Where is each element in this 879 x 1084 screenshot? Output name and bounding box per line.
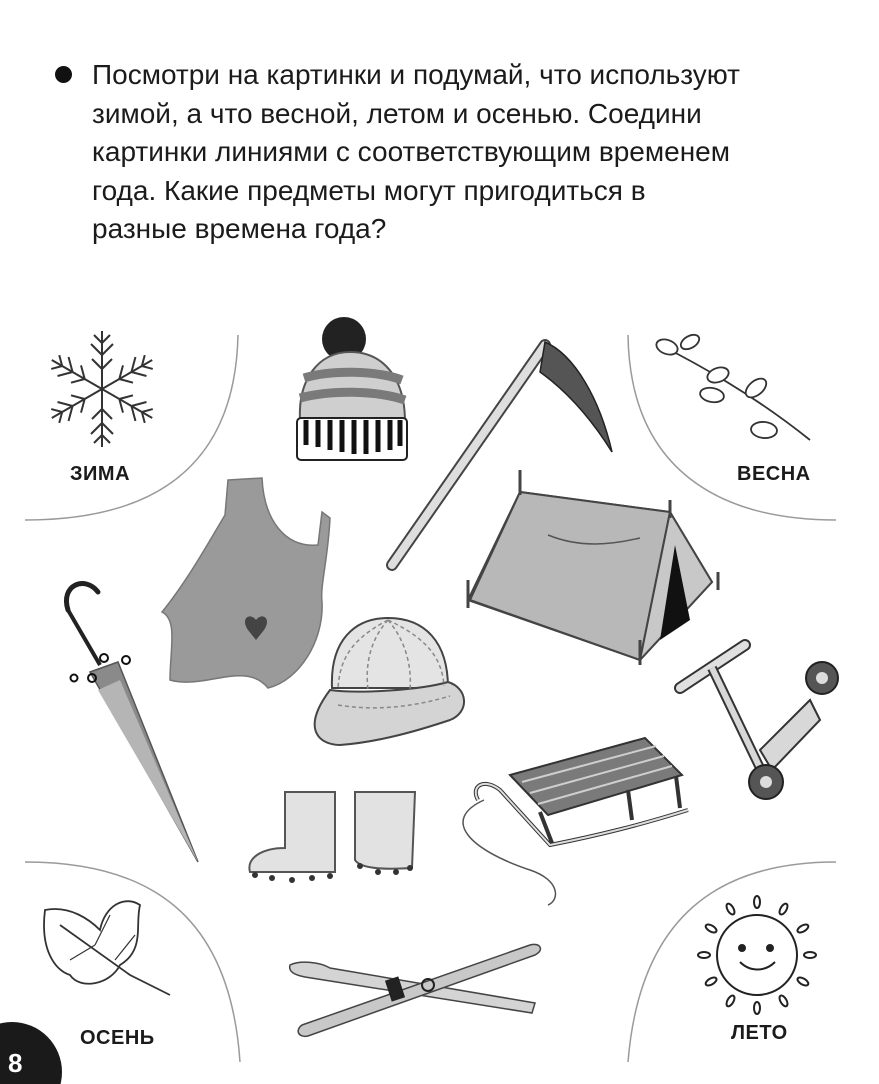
season-label-spring[interactable]: ВЕСНА	[737, 463, 811, 485]
sun-icon[interactable]	[698, 896, 816, 1014]
panama-hat-icon[interactable]	[315, 618, 464, 745]
instruction-line: картинки линиями с соответствующим временем	[92, 136, 730, 167]
swimsuit-icon[interactable]	[162, 478, 330, 688]
scooter-icon[interactable]	[680, 645, 838, 799]
season-label-summer[interactable]: ЛЕТО	[731, 1022, 788, 1044]
season-label-winter[interactable]: ЗИМА	[70, 463, 131, 485]
willow-branch-icon[interactable]	[654, 332, 810, 440]
instruction-line: зимой, а что весной, летом и осенью. Соедини	[92, 97, 702, 129]
instruction-line: разные времена года?	[92, 213, 387, 244]
instruction-line: года. Какие предметы могут пригодиться в	[92, 174, 646, 206]
skis-icon[interactable]	[290, 944, 541, 1036]
page-number: 8	[8, 1048, 23, 1078]
sled-icon[interactable]	[463, 738, 688, 905]
spring-corner-arc	[628, 335, 836, 520]
instruction-line: Посмотри на картинки и подумай, что используют	[92, 59, 740, 90]
felt-boots-icon[interactable]	[249, 792, 415, 883]
snowflake-icon[interactable]	[46, 331, 157, 447]
leaf-icon[interactable]	[44, 901, 170, 995]
winter-hat-icon[interactable]	[297, 317, 407, 460]
page-number-badge	[0, 1020, 64, 1084]
tent-icon[interactable]	[468, 470, 718, 665]
season-label-autumn[interactable]: ОСЕНЬ	[80, 1027, 155, 1049]
